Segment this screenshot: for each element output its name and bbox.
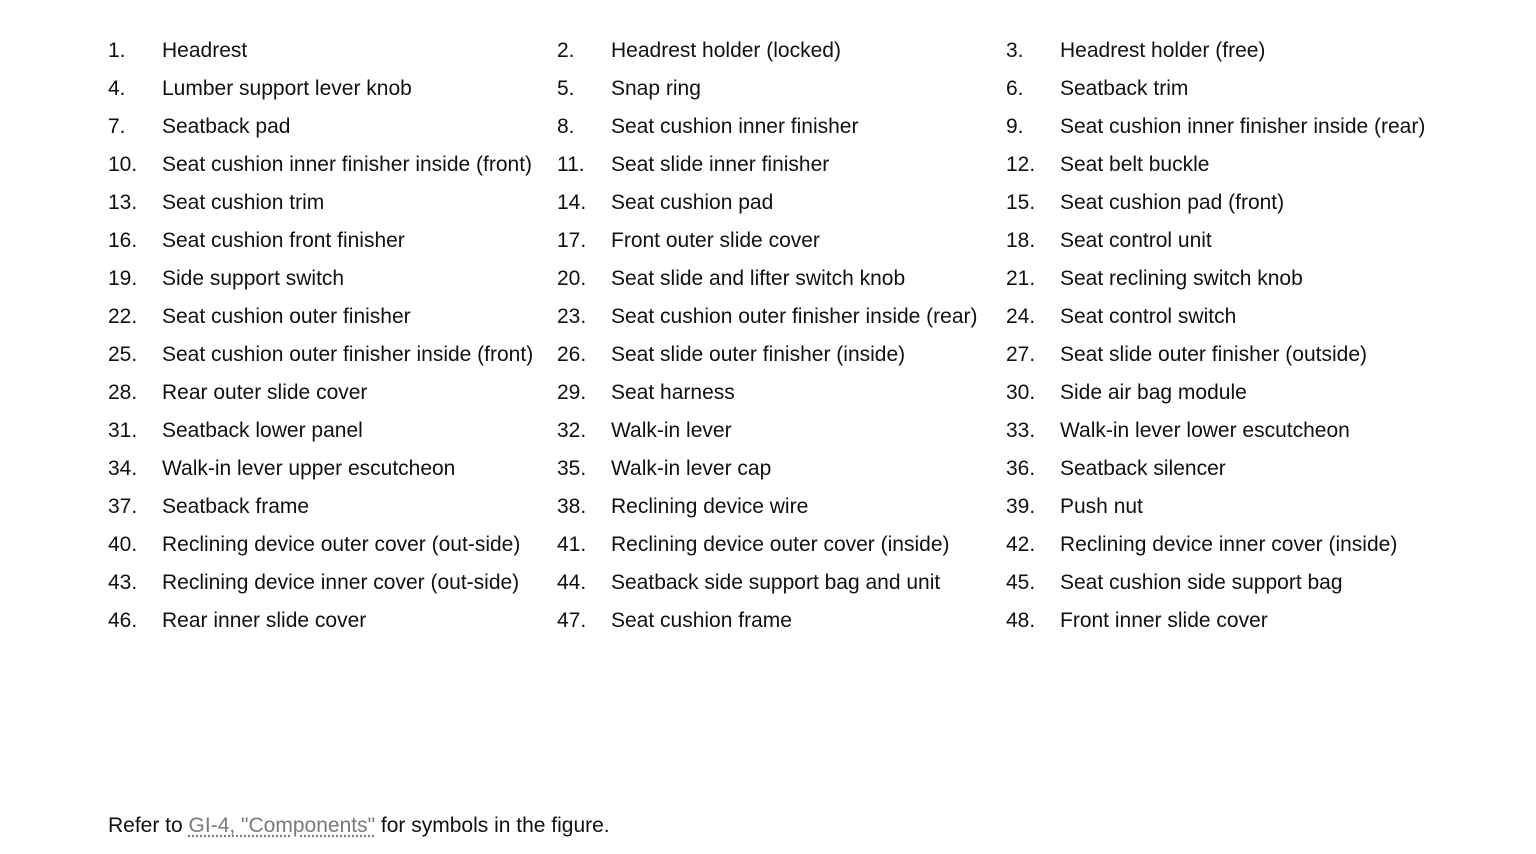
legend-item-number: 45. — [1006, 571, 1036, 594]
legend-item-number: 40. — [108, 533, 138, 556]
legend-item — [557, 150, 1006, 179]
legend-item-number: 28. — [108, 381, 138, 404]
legend-item-label: Front inner slide cover — [1060, 609, 1268, 632]
legend-item-number: 7. — [108, 115, 126, 138]
legend-item-number: 21. — [1006, 267, 1036, 290]
legend-item — [557, 74, 1006, 103]
legend-item-label: Seatback trim — [1060, 77, 1189, 100]
legend-item — [557, 112, 1006, 141]
legend-item-label: Seatback frame — [162, 495, 310, 518]
legend-item — [1006, 416, 1446, 445]
legend-item-label: Seat control switch — [1060, 305, 1237, 328]
legend-item-number: 2. — [557, 39, 575, 62]
legend-item-label: Reclining device outer cover (out-side) — [162, 533, 521, 556]
legend-item — [557, 264, 1006, 293]
legend-item-number: 34. — [108, 457, 138, 480]
legend-item-number: 41. — [557, 533, 587, 556]
legend-item — [1006, 340, 1446, 369]
legend-item — [557, 302, 1006, 331]
legend-item-number: 31. — [108, 419, 138, 442]
legend-item-number: 35. — [557, 457, 587, 480]
legend-item-label: Seatback pad — [162, 115, 291, 138]
legend-item — [108, 74, 557, 103]
legend-item-label: Seatback side support bag and unit — [611, 571, 941, 594]
legend-item — [108, 416, 557, 445]
legend-item-label: Reclining device outer cover (inside) — [611, 533, 950, 556]
legend-item-number: 24. — [1006, 305, 1036, 328]
legend-item-number: 11. — [557, 153, 585, 176]
legend-item — [557, 454, 1006, 483]
legend-item-number: 30. — [1006, 381, 1036, 404]
legend-item — [1006, 74, 1446, 103]
legend-item — [108, 188, 557, 217]
legend-item — [557, 340, 1006, 369]
legend-item-label: Seat slide outer finisher (outside) — [1060, 343, 1367, 366]
legend-item-number: 19. — [108, 267, 138, 290]
legend-item-number: 16. — [108, 229, 138, 252]
legend-item — [1006, 36, 1446, 65]
legend-item-number: 27. — [1006, 343, 1036, 366]
legend-item-number: 13. — [108, 191, 138, 214]
legend-item-label: Seat cushion trim — [162, 191, 325, 214]
legend-item-number: 22. — [108, 305, 138, 328]
legend-item — [108, 340, 557, 369]
legend-item — [108, 454, 557, 483]
legend-item-label: Seat cushion inner finisher — [611, 115, 859, 138]
legend-item-label: Walk-in lever cap — [611, 457, 772, 480]
legend-item — [108, 302, 557, 331]
components-reference-link[interactable]: GI-4, "Components" — [188, 814, 376, 837]
legend-item-label: Walk-in lever lower escutcheon — [1060, 419, 1350, 442]
legend-item-label: Seat reclining switch knob — [1060, 267, 1303, 290]
legend-item — [1006, 492, 1446, 521]
legend-item — [1006, 150, 1446, 179]
legend-item — [108, 530, 557, 559]
legend-item-number: 12. — [1006, 153, 1036, 176]
legend-item-label: Seat belt buckle — [1060, 153, 1210, 176]
legend-item-label: Walk-in lever — [611, 419, 732, 442]
legend-item-number: 42. — [1006, 533, 1036, 556]
legend-item — [557, 492, 1006, 521]
legend-item-label: Seat cushion front finisher — [162, 229, 405, 252]
legend-item-number: 33. — [1006, 419, 1036, 442]
legend-item-label: Seat cushion outer finisher inside (front) — [162, 343, 534, 366]
legend-item-label: Side support switch — [162, 267, 345, 290]
legend-item — [108, 264, 557, 293]
legend-item-number: 8. — [557, 115, 575, 138]
legend-item-number: 6. — [1006, 77, 1024, 100]
legend-item — [108, 492, 557, 521]
legend-item-label: Seatback lower panel — [162, 419, 363, 442]
legend-item — [557, 188, 1006, 217]
legend-item-number: 5. — [557, 77, 575, 100]
legend-item — [1006, 264, 1446, 293]
legend-item-number: 39. — [1006, 495, 1036, 518]
legend-item-label: Seat cushion outer finisher — [162, 305, 411, 328]
legend-item-number: 14. — [557, 191, 587, 214]
legend-item — [1006, 606, 1446, 635]
legend-item — [108, 112, 557, 141]
legend-item-number: 10. — [108, 153, 138, 176]
legend-item — [557, 378, 1006, 407]
legend-item-number: 1. — [108, 39, 126, 62]
legend-item-label: Seat control unit — [1060, 229, 1212, 252]
legend-item-label: Headrest holder (locked) — [611, 39, 841, 62]
legend-item-label: Rear inner slide cover — [162, 609, 367, 632]
legend-item — [557, 606, 1006, 635]
reference-note — [108, 811, 610, 840]
legend-item-label: Seat cushion inner finisher inside (front) — [162, 153, 533, 176]
reference-prefix: Refer to — [108, 814, 189, 837]
legend-item-label: Seat cushion outer finisher inside (rear) — [611, 305, 978, 328]
legend-item-label: Rear outer slide cover — [162, 381, 368, 404]
legend-item — [557, 36, 1006, 65]
legend-item-number: 9. — [1006, 115, 1024, 138]
legend-item — [1006, 112, 1446, 141]
component-legend — [108, 36, 1488, 635]
legend-item-number: 26. — [557, 343, 587, 366]
legend-item-label: Reclining device wire — [611, 495, 809, 518]
legend-item-number: 46. — [108, 609, 138, 632]
legend-item-label: Front outer slide cover — [611, 229, 820, 252]
legend-item-label: Headrest — [162, 39, 248, 62]
legend-item-label: Seat cushion side support bag — [1060, 571, 1343, 594]
legend-item — [1006, 188, 1446, 217]
legend-item-number: 3. — [1006, 39, 1024, 62]
legend-item-label: Headrest holder (free) — [1060, 39, 1266, 62]
legend-item — [108, 606, 557, 635]
legend-item-label: Seat slide inner finisher — [611, 153, 830, 176]
legend-item-number: 48. — [1006, 609, 1036, 632]
legend-item-number: 36. — [1006, 457, 1036, 480]
legend-item-number: 47. — [557, 609, 587, 632]
legend-item-number: 29. — [557, 381, 587, 404]
legend-item — [1006, 454, 1446, 483]
legend-item-number: 4. — [108, 77, 126, 100]
legend-item — [108, 568, 557, 597]
legend-item-label: Push nut — [1060, 495, 1143, 518]
legend-item-label: Seat cushion pad — [611, 191, 774, 214]
legend-item-label: Walk-in lever upper escutcheon — [162, 457, 456, 480]
legend-item-number: 23. — [557, 305, 587, 328]
legend-item — [557, 530, 1006, 559]
legend-item-number: 43. — [108, 571, 138, 594]
legend-item — [1006, 378, 1446, 407]
legend-item-label: Snap ring — [611, 77, 701, 100]
legend-item-number: 25. — [108, 343, 138, 366]
legend-item-label: Seatback silencer — [1060, 457, 1226, 480]
legend-item-label: Seat cushion frame — [611, 609, 792, 632]
legend-item-number: 17. — [557, 229, 587, 252]
legend-item-number: 20. — [557, 267, 587, 290]
legend-item-label: Reclining device inner cover (inside) — [1060, 533, 1398, 556]
legend-item-label: Seat cushion pad (front) — [1060, 191, 1285, 214]
legend-item — [108, 378, 557, 407]
legend-item-number: 32. — [557, 419, 587, 442]
legend-item-label: Lumber support lever knob — [162, 77, 412, 100]
legend-item — [557, 416, 1006, 445]
legend-item — [108, 226, 557, 255]
legend-item-number: 44. — [557, 571, 587, 594]
legend-item-label: Seat cushion inner finisher inside (rear) — [1060, 115, 1426, 138]
reference-suffix: for symbols in the figure. — [375, 814, 610, 837]
legend-item — [1006, 568, 1446, 597]
legend-item — [1006, 226, 1446, 255]
legend-item-label: Reclining device inner cover (out-side) — [162, 571, 520, 594]
legend-item-label: Side air bag module — [1060, 381, 1247, 404]
legend-item-number: 37. — [108, 495, 138, 518]
legend-item-label: Seat slide and lifter switch knob — [611, 267, 906, 290]
legend-item-number: 38. — [557, 495, 587, 518]
legend-item — [557, 568, 1006, 597]
legend-item — [557, 226, 1006, 255]
legend-item — [108, 36, 557, 65]
legend-item — [108, 150, 557, 179]
legend-item — [1006, 530, 1446, 559]
legend-item — [1006, 302, 1446, 331]
legend-item-label: Seat slide outer finisher (inside) — [611, 343, 906, 366]
legend-item-label: Seat harness — [611, 381, 735, 404]
legend-item-number: 18. — [1006, 229, 1036, 252]
legend-item-number: 15. — [1006, 191, 1036, 214]
